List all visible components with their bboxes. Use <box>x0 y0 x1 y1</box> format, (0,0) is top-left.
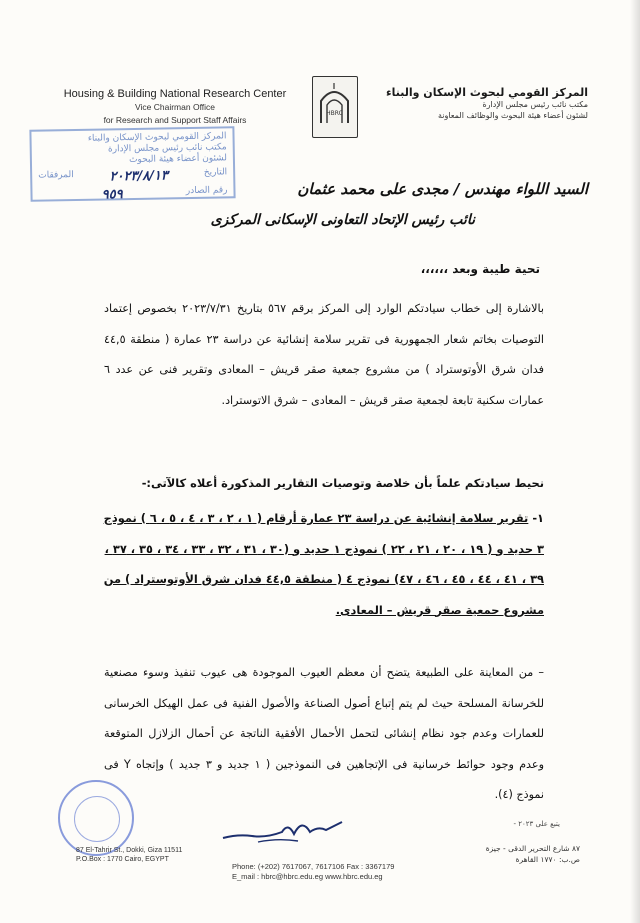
list-item-1-text: تقرير سلامة إنشائية عن دراسة ٢٣ عمارة أرقام ( ١ ، ٢ ، ٣ ، ٤ ، ٥ ، ٦ ) نموذج ٣ جديد و ( ١٩ ، ٢٠ ، ٢١ ، ٢٢ ) نموذج ١ جديد و (٣٠ ، ٣١ ، ٣٢ ، ٣٣ ، ٣٤ ، ٣٥ ، ٣٧ ، ٣٩ ، ٤١ ، ٤٤ ، ٤٥ ، ٤٦ ، ٤٧) نموذج ٤ ( منطقة ٤٤,٥ فدان شرق الأوتوستراد ) من مشروع جمعية صقر قريش – المعادى. <box>103 511 544 617</box>
footer-phone: Phone: (+202) 7617067, 7617106 Fax : 3367179 <box>232 862 395 871</box>
footer-pobox-english: P.O.Box : 1770 Cairo, EGYPT <box>76 856 169 863</box>
stamp-ref-value: ٩٥٩ <box>101 187 123 203</box>
footer-email-link[interactable]: E_mail : hbrc@hbrc.edu.eg www.hbrc.edu.eg <box>232 872 383 881</box>
footer-street-arabic: ٨٧ شارع التحرير الدقى - جيزة <box>485 844 580 853</box>
stamp-date-label: التاريخ <box>203 167 228 178</box>
office-arabic-2: لشئون أعضاء هيئة البحوث والوظائف المعاونة <box>437 111 588 120</box>
footer-pobox-arabic: ص.ب: ١٧٧٠ القاهرة <box>515 855 580 864</box>
header-arabic <box>358 86 588 121</box>
greeting: تحية طيبة وبعد ،،،،،، <box>420 262 540 276</box>
logo-dome-icon <box>313 77 356 127</box>
official-seal <box>58 780 134 856</box>
paragraph-reference: بالاشارة إلى خطاب سيادتكم الوارد إلى المركز برقم ٥٦٧ بتاريخ ٢٠٢٣/٧/٣١ بخصوص إعتماد التوصيات بخاتم شعار الجمهورية فى تقرير سلامة إنشائية عن دراسة ٢٣ عمارة ( منطقة ٤٤,٥ فدان شرق الأوتوستراد ) من مشروع جمعية صقر قريش – المعادى وتقرير فنى عن عدد ٦ عمارات سكنية تابعة لجمعية صقر قريش – المعادى – شرق الاتوستراد. <box>104 302 544 407</box>
paragraph-findings: – من المعاينة على الطبيعة يتضح أن معظم العيوب الموجودة هى عيوب تنفيذ وسوء مصنعية للخرسانة المسلحة حيث لم يتم إتباع أصول الصناعة والأصول الفنية فى عمل الهيكل الخرسانى للعمارات وعدم جود نظام إنشائى لتحمل الأحمال الأفقية الناتجة عن أحمال الزلازل المتوقعة وعدم وجود حوائط خرسانية فى الإتجاهين فى النموذجين ( ١ جديد و ٣ جديد ) وإتجاه Y فى نموذج (٤). <box>104 666 544 801</box>
summary-intro: نحيط سيادتكم علماً بأن خلاصة وتوصيات التقارير المذكورة أعلاه كالآتى:- <box>141 476 544 490</box>
office-arabic-1: مكتب نائب رئيس مجلس الإدارة <box>482 100 588 109</box>
logo-mark: HBRC <box>326 110 343 117</box>
list-item-1 <box>94 503 544 625</box>
stamp-date-value: ٢٠٢٣/٨/١٣ <box>109 168 169 185</box>
page-edge-shadow <box>630 0 640 923</box>
stamp-line-3: لشئون أعضاء هيئة البحوث <box>128 153 228 166</box>
stamp-line-2: مكتب نائب رئيس مجلس الإدارة <box>107 142 227 155</box>
org-name-arabic: المركز القومي لبحوث الإسكان والبناء <box>386 86 588 99</box>
stamp-attachments-label: المرفقات <box>38 170 74 181</box>
stamp-ref-row <box>38 185 227 203</box>
outgoing-stamp <box>29 126 235 202</box>
footer-street-english: 87 El-Tahrir St., Dokki, Giza 11511 <box>76 847 183 854</box>
footer-address-arabic <box>486 843 580 865</box>
handwritten-signature <box>218 808 348 848</box>
addressee-title: نائب رئيس الإتحاد التعاونى الإسكانى المركزى <box>210 212 475 228</box>
office-english-1: Vice Chairman Office <box>135 102 215 112</box>
stamp-ref-label: رقم الصادر <box>185 185 228 197</box>
header-english <box>60 88 290 126</box>
footer-contacts <box>232 862 394 882</box>
hbrc-logo <box>312 76 358 138</box>
continuation-note: يتبع على ٢٠٢٣ - <box>513 820 560 828</box>
office-english-2: for Research and Support Staff Affairs <box>103 115 247 125</box>
stamp-line-1: المركز القومي لبحوث الإسكان والبناء <box>87 131 227 144</box>
stamp-date-row <box>38 167 227 185</box>
addressee-name: السيد اللواء مهندس / مجدى على محمد عثمان <box>297 180 588 198</box>
org-name-english: Housing & Building National Research Center <box>63 88 287 100</box>
footer-address-english <box>76 846 182 864</box>
list-item-1-number: ١- <box>532 511 544 525</box>
